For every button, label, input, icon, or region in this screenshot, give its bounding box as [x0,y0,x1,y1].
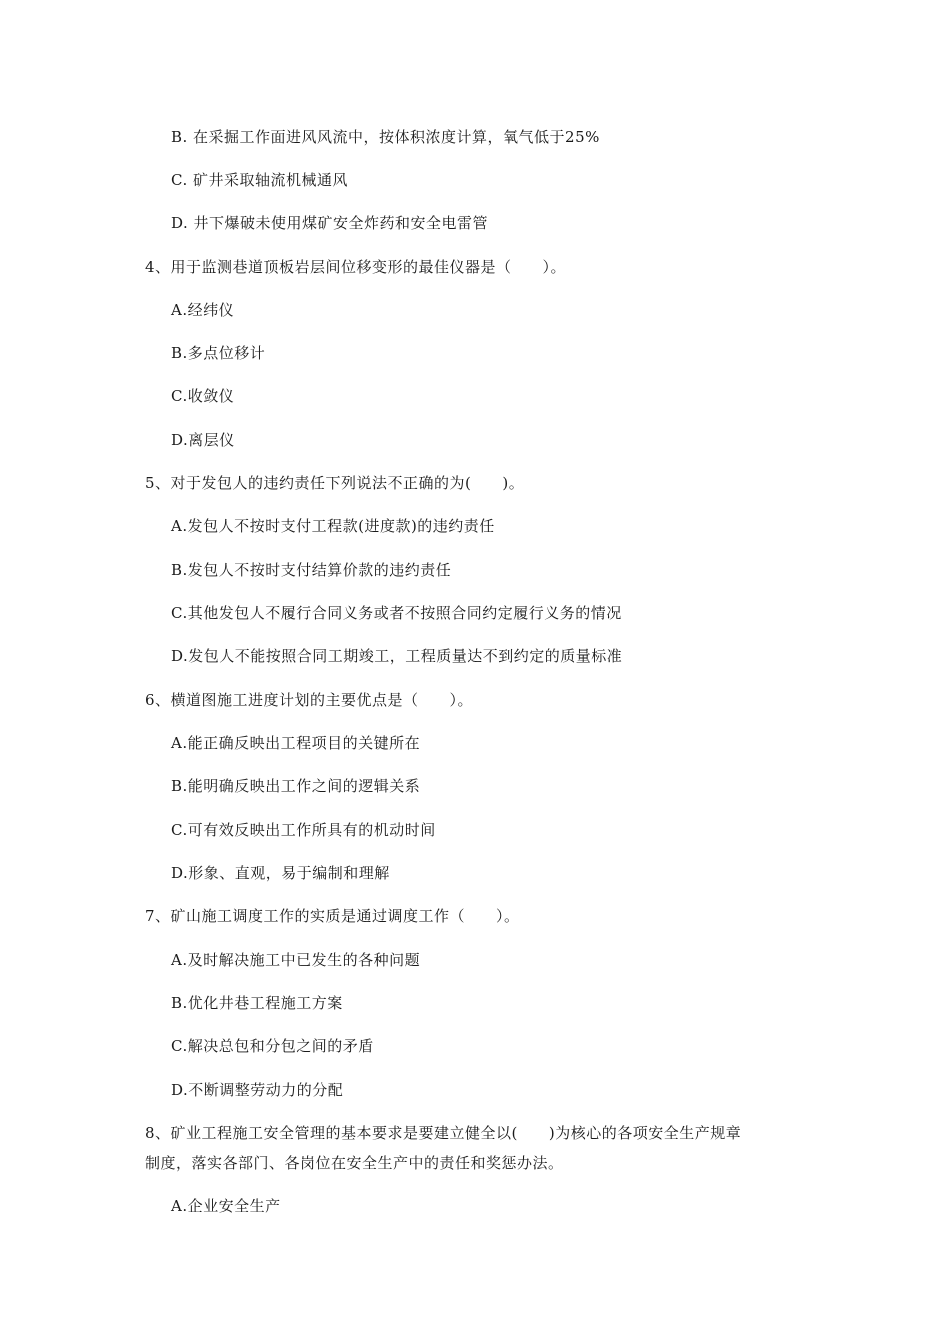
question-line-continued: 制度，落实各部门、各岗位在安全生产中的责任和奖惩办法。 [145,1154,564,1172]
option-line: A.经纬仪 [171,301,235,319]
option-line: B. 在采掘工作面进风风流中，按体积浓度计算，氧气低于25% [171,128,600,146]
option-line: D.形象、直观，易于编制和理解 [171,864,390,882]
option-line: B.发包人不按时支付结算价款的违约责任 [171,561,452,579]
option-line: B.多点位移计 [171,344,266,362]
question-line: 4、用于监测巷道顶板岩层间位移变形的最佳仪器是（ ）。 [145,258,567,276]
option-line: B.能明确反映出工作之间的逻辑关系 [171,777,421,795]
option-line: D.发包人不能按照合同工期竣工，工程质量达不到约定的质量标准 [171,647,623,665]
option-line: C.其他发包人不履行合同义务或者不按照合同约定履行义务的情况 [171,604,622,622]
option-line: C.收敛仪 [171,387,235,405]
option-line: D. 井下爆破未使用煤矿安全炸药和安全电雷管 [171,214,489,232]
question-line: 6、横道图施工进度计划的主要优点是（ ）。 [145,691,474,709]
option-line: A.企业安全生产 [171,1197,281,1215]
option-line: A.及时解决施工中已发生的各种问题 [171,951,421,969]
option-line: C. 矿井采取轴流机械通风 [171,171,348,189]
option-line: C.可有效反映出工作所具有的机动时间 [171,821,436,839]
option-line: D.离层仪 [171,431,235,449]
option-line: B.优化井巷工程施工方案 [171,994,343,1012]
option-line: A.发包人不按时支付工程款(进度款)的违约责任 [171,517,495,535]
question-line: 7、矿山施工调度工作的实质是通过调度工作（ ）。 [145,907,520,925]
option-line: A.能正确反映出工程项目的关键所在 [171,734,421,752]
option-line: D.不断调整劳动力的分配 [171,1081,344,1099]
option-line: C.解决总包和分包之间的矛盾 [171,1037,374,1055]
question-line: 8、矿业工程施工安全管理的基本要求是要建立健全以( )为核心的各项安全生产规章 [145,1124,742,1142]
question-line: 5、对于发包人的违约责任下列说法不正确的为( )。 [145,474,525,492]
